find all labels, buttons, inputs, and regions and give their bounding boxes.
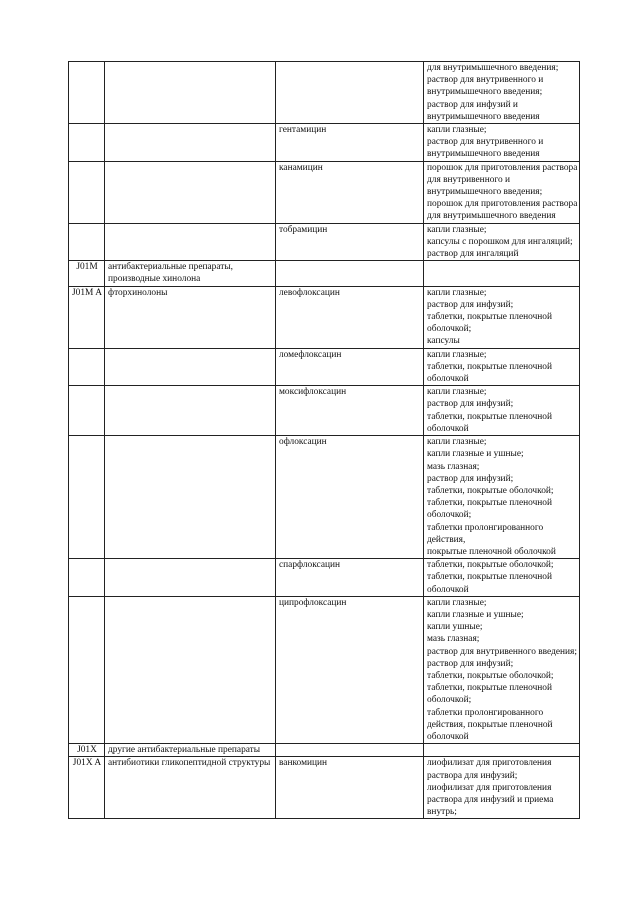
dosage-form-line: капли глазные; bbox=[427, 287, 487, 298]
dosage-form-line: раствор для внутривенного и bbox=[427, 75, 544, 86]
drug-name-cell bbox=[276, 744, 424, 757]
drug-name-cell: тобрамицин bbox=[276, 223, 424, 261]
drug-list-table bbox=[68, 61, 580, 819]
dosage-form-line: таблетки пролонгированного bbox=[427, 522, 544, 533]
dosage-forms-cell bbox=[424, 596, 580, 743]
atc-code-cell: J01X bbox=[69, 744, 105, 757]
dosage-form-line: капли глазные; bbox=[427, 387, 487, 398]
pharm-group-cell: антибиотики гликопептидной структуры bbox=[105, 757, 276, 819]
dosage-form-line: таблетки, покрытые пленочной bbox=[427, 361, 553, 372]
dosage-form-line: капли глазные и ушные; bbox=[427, 449, 524, 460]
dosage-form-line: порошок для приготовления раствора bbox=[427, 199, 578, 210]
table-row bbox=[69, 757, 580, 819]
dosage-form-line: таблетки, покрытые пленочной bbox=[427, 411, 553, 422]
dosage-form-line: действия, bbox=[427, 534, 466, 545]
drug-name-cell: моксифлоксацин bbox=[276, 386, 424, 436]
dosage-form-line: капли глазные; bbox=[427, 125, 487, 136]
dosage-form-line: для внутримышечного введения bbox=[427, 211, 556, 222]
dosage-form-line: внутримышечного введения; bbox=[427, 87, 543, 98]
drug-name-cell: ванкомицин bbox=[276, 757, 424, 819]
atc-code-cell: J01X A bbox=[69, 757, 105, 819]
pharm-group-cell: антибактериальные препараты, производные хинолона bbox=[105, 261, 276, 286]
pharm-group-cell bbox=[105, 559, 276, 597]
dosage-form-line: раствор для ингаляций bbox=[427, 249, 519, 260]
atc-code-cell bbox=[69, 223, 105, 261]
dosage-form-line: капсулы bbox=[427, 336, 460, 347]
table-row bbox=[69, 436, 580, 559]
dosage-form-line: капли глазные; bbox=[427, 224, 487, 235]
drug-name-cell: канамицин bbox=[276, 161, 424, 223]
dosage-forms-cell bbox=[424, 261, 580, 286]
dosage-form-line: раствора для инфузий и приема bbox=[427, 794, 554, 805]
pharm-group-cell bbox=[105, 161, 276, 223]
dosage-form-line: оболочкой; bbox=[427, 324, 472, 335]
dosage-forms-cell bbox=[424, 386, 580, 436]
dosage-form-line: капли глазные; bbox=[427, 349, 487, 360]
atc-code-cell: J01M A bbox=[69, 286, 105, 348]
dosage-form-line: капсулы с порошком для ингаляций; bbox=[427, 236, 573, 247]
table-row bbox=[69, 348, 580, 386]
dosage-forms-cell bbox=[424, 348, 580, 386]
table-body bbox=[69, 62, 580, 819]
dosage-form-line: раствор для инфузий; bbox=[427, 473, 514, 484]
drug-name-cell bbox=[276, 261, 424, 286]
pharm-group-cell bbox=[105, 596, 276, 743]
pharm-group-cell bbox=[105, 223, 276, 261]
dosage-form-line: таблетки, покрытые пленочной bbox=[427, 498, 553, 509]
dosage-forms-cell bbox=[424, 161, 580, 223]
dosage-form-line: раствор для внутривенного введения; bbox=[427, 646, 577, 657]
dosage-form-line: таблетки, покрытые оболочкой; bbox=[427, 560, 554, 571]
dosage-form-line: таблетки, покрытые оболочкой; bbox=[427, 670, 554, 681]
dosage-form-line: раствор для внутривенного и bbox=[427, 137, 544, 148]
atc-code-cell bbox=[69, 436, 105, 559]
drug-name-cell: офлоксацин bbox=[276, 436, 424, 559]
drug-name-cell: спарфлоксацин bbox=[276, 559, 424, 597]
dosage-form-line: оболочкой; bbox=[427, 510, 472, 521]
table-row bbox=[69, 261, 580, 286]
dosage-form-line: таблетки, покрытые пленочной bbox=[427, 572, 553, 583]
pharm-group-cell bbox=[105, 62, 276, 124]
table-row bbox=[69, 386, 580, 436]
dosage-form-line: порошок для приготовления раствора bbox=[427, 162, 578, 173]
table-row bbox=[69, 286, 580, 348]
dosage-form-line: таблетки пролонгированного bbox=[427, 707, 544, 718]
table-row bbox=[69, 596, 580, 743]
atc-code-cell bbox=[69, 62, 105, 124]
atc-code-cell bbox=[69, 559, 105, 597]
pharm-group-cell: фторхинолоны bbox=[105, 286, 276, 348]
table-row bbox=[69, 559, 580, 597]
dosage-form-line: капли глазные; bbox=[427, 437, 487, 448]
dosage-forms-cell bbox=[424, 286, 580, 348]
dosage-form-line: внутримышечного введения bbox=[427, 111, 540, 122]
dosage-form-line: для внутримышечного введения; bbox=[427, 63, 559, 73]
dosage-form-line: действия, покрытые пленочной bbox=[427, 719, 553, 730]
dosage-form-line: мазь глазная; bbox=[427, 461, 480, 472]
dosage-form-line: таблетки, покрытые пленочной bbox=[427, 683, 553, 694]
table-row bbox=[69, 744, 580, 757]
dosage-form-line: оболочкой bbox=[427, 731, 469, 742]
pharm-group-cell bbox=[105, 348, 276, 386]
dosage-form-line: капли глазные и ушные; bbox=[427, 609, 524, 620]
drug-name-cell: левофлоксацин bbox=[276, 286, 424, 348]
dosage-form-line: внутримышечного введения bbox=[427, 149, 540, 160]
table-row bbox=[69, 161, 580, 223]
table-row bbox=[69, 62, 580, 124]
dosage-form-line: оболочкой bbox=[427, 423, 469, 434]
dosage-forms-cell bbox=[424, 62, 580, 124]
dosage-form-line: внутрь; bbox=[427, 807, 457, 818]
dosage-form-line: оболочкой; bbox=[427, 695, 472, 706]
dosage-forms-cell bbox=[424, 744, 580, 757]
dosage-form-line: таблетки, покрытые оболочкой; bbox=[427, 485, 554, 496]
dosage-forms-cell bbox=[424, 436, 580, 559]
atc-code-cell bbox=[69, 348, 105, 386]
dosage-form-line: внутримышечного введения; bbox=[427, 187, 543, 198]
dosage-form-line: раствора для инфузий; bbox=[427, 770, 518, 781]
pharm-group-cell bbox=[105, 386, 276, 436]
drug-name-cell: ломефлоксацин bbox=[276, 348, 424, 386]
drug-name-cell: гентамицин bbox=[276, 124, 424, 162]
dosage-form-line: капли глазные; bbox=[427, 597, 487, 608]
dosage-form-line: раствор для инфузий; bbox=[427, 299, 514, 310]
drug-name-cell: ципрофлоксацин bbox=[276, 596, 424, 743]
pharm-group-cell bbox=[105, 436, 276, 559]
atc-code-cell bbox=[69, 124, 105, 162]
dosage-forms-cell bbox=[424, 124, 580, 162]
dosage-form-line: для внутривенного и bbox=[427, 174, 511, 185]
atc-code-cell bbox=[69, 596, 105, 743]
dosage-form-line: оболочкой bbox=[427, 374, 469, 385]
dosage-forms-cell bbox=[424, 223, 580, 261]
dosage-form-line: лиофилизат для приготовления bbox=[427, 782, 552, 793]
dosage-form-line: покрытые пленочной оболочкой bbox=[427, 546, 556, 557]
atc-code-cell bbox=[69, 161, 105, 223]
dosage-forms-cell bbox=[424, 559, 580, 597]
dosage-form-line: раствор для инфузий; bbox=[427, 399, 514, 410]
dosage-forms-cell bbox=[424, 757, 580, 819]
dosage-form-line: лиофилизат для приготовления bbox=[427, 758, 552, 769]
pharm-group-cell: другие антибактериальные препараты bbox=[105, 744, 276, 757]
atc-code-cell: J01M bbox=[69, 261, 105, 286]
atc-code-cell bbox=[69, 386, 105, 436]
table-row bbox=[69, 223, 580, 261]
dosage-form-line: таблетки, покрытые пленочной bbox=[427, 312, 553, 323]
pharm-group-cell bbox=[105, 124, 276, 162]
dosage-form-line: капли ушные; bbox=[427, 622, 483, 633]
table-row bbox=[69, 124, 580, 162]
dosage-form-line: раствор для инфузий; bbox=[427, 658, 514, 669]
dosage-form-line: мазь глазная; bbox=[427, 634, 480, 645]
dosage-form-line: оболочкой bbox=[427, 584, 469, 595]
dosage-form-line: раствор для инфузий и bbox=[427, 99, 518, 110]
drug-name-cell bbox=[276, 62, 424, 124]
